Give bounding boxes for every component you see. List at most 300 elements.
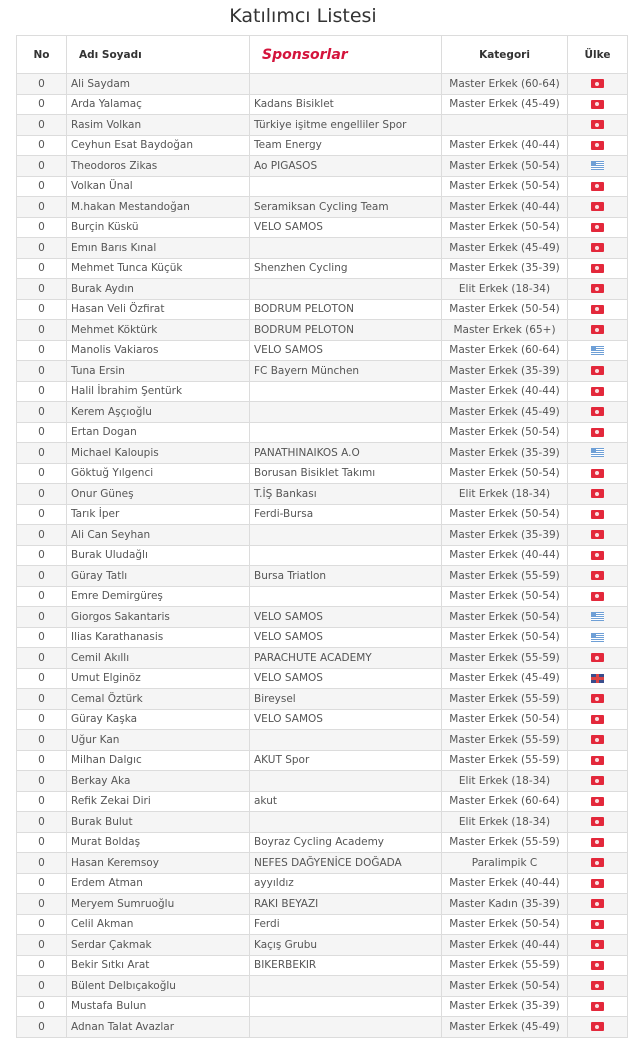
row-sponsor: akut bbox=[250, 791, 442, 812]
header-country[interactable]: Ülke bbox=[568, 36, 628, 74]
row-name: Göktuğ Yılgenci bbox=[67, 463, 250, 484]
row-country bbox=[568, 976, 628, 997]
row-category: Master Erkek (45-49) bbox=[442, 668, 568, 689]
row-no: 0 bbox=[17, 730, 67, 751]
row-sponsor bbox=[250, 730, 442, 751]
turkey-flag-icon bbox=[591, 797, 604, 806]
row-category: Master Erkek (45-49) bbox=[442, 402, 568, 423]
row-no: 0 bbox=[17, 648, 67, 669]
turkey-flag-icon bbox=[591, 1022, 604, 1031]
turkey-flag-icon bbox=[591, 469, 604, 478]
table-row[interactable] bbox=[17, 320, 628, 341]
row-no: 0 bbox=[17, 791, 67, 812]
row-no: 0 bbox=[17, 320, 67, 341]
turkey-flag-icon bbox=[591, 510, 604, 519]
table-row[interactable] bbox=[17, 873, 628, 894]
row-category: Master Erkek (50-54) bbox=[442, 627, 568, 648]
row-country bbox=[568, 894, 628, 915]
row-country bbox=[568, 258, 628, 279]
row-sponsor: Ao PIGASOS bbox=[250, 156, 442, 177]
row-category: Master Erkek (50-54) bbox=[442, 607, 568, 628]
turkey-flag-icon bbox=[591, 981, 604, 990]
row-no: 0 bbox=[17, 689, 67, 710]
row-no: 0 bbox=[17, 94, 67, 115]
table-row[interactable] bbox=[17, 750, 628, 771]
row-sponsor: VELO SAMOS bbox=[250, 709, 442, 730]
row-country bbox=[568, 156, 628, 177]
row-no: 0 bbox=[17, 217, 67, 238]
table-row[interactable] bbox=[17, 156, 628, 177]
table-row[interactable] bbox=[17, 217, 628, 238]
row-name: Cemil Akıllı bbox=[67, 648, 250, 669]
row-no: 0 bbox=[17, 74, 67, 95]
row-name: Hasan Veli Özfirat bbox=[67, 299, 250, 320]
row-name: Emre Demirgüreş bbox=[67, 586, 250, 607]
row-category: Master Kadın (35-39) bbox=[442, 894, 568, 915]
row-name: Giorgos Sakantaris bbox=[67, 607, 250, 628]
turkey-flag-icon bbox=[591, 530, 604, 539]
row-country bbox=[568, 279, 628, 300]
header-no[interactable]: No bbox=[17, 36, 67, 74]
row-no: 0 bbox=[17, 156, 67, 177]
row-sponsor: Kaçış Grubu bbox=[250, 935, 442, 956]
row-sponsor: Ferdi bbox=[250, 914, 442, 935]
row-name: Onur Güneş bbox=[67, 484, 250, 505]
row-no: 0 bbox=[17, 463, 67, 484]
row-sponsor: Türkiye işitme engelliler Spor bbox=[250, 115, 442, 136]
row-no: 0 bbox=[17, 832, 67, 853]
turkey-flag-icon bbox=[591, 879, 604, 888]
row-category: Master Erkek (55-59) bbox=[442, 730, 568, 751]
row-name: Güray Tatlı bbox=[67, 566, 250, 587]
row-no: 0 bbox=[17, 976, 67, 997]
table-row[interactable] bbox=[17, 484, 628, 505]
row-category: Elit Erkek (18-34) bbox=[442, 484, 568, 505]
row-name: Tarık İper bbox=[67, 504, 250, 525]
row-category: Master Erkek (60-64) bbox=[442, 340, 568, 361]
row-sponsor: T.İŞ Bankası bbox=[250, 484, 442, 505]
table-row[interactable] bbox=[17, 914, 628, 935]
turkey-flag-icon bbox=[591, 366, 604, 375]
greece-flag-icon bbox=[591, 346, 604, 355]
row-country bbox=[568, 627, 628, 648]
row-no: 0 bbox=[17, 238, 67, 259]
row-country bbox=[568, 135, 628, 156]
row-country bbox=[568, 750, 628, 771]
uk-flag-icon bbox=[591, 674, 604, 683]
table-row[interactable] bbox=[17, 955, 628, 976]
turkey-flag-icon bbox=[591, 694, 604, 703]
row-no: 0 bbox=[17, 484, 67, 505]
row-name: Bülent Delbıçakoğlu bbox=[67, 976, 250, 997]
row-category: Elit Erkek (18-34) bbox=[442, 279, 568, 300]
turkey-flag-icon bbox=[591, 120, 604, 129]
row-name: Burçin Küskü bbox=[67, 217, 250, 238]
turkey-flag-icon bbox=[591, 387, 604, 396]
row-name: Hasan Keremsoy bbox=[67, 853, 250, 874]
row-sponsor: Borusan Bisiklet Takımı bbox=[250, 463, 442, 484]
row-no: 0 bbox=[17, 586, 67, 607]
row-category: Master Erkek (40-44) bbox=[442, 873, 568, 894]
row-sponsor bbox=[250, 586, 442, 607]
row-country bbox=[568, 94, 628, 115]
row-sponsor: VELO SAMOS bbox=[250, 627, 442, 648]
greece-flag-icon bbox=[591, 161, 604, 170]
turkey-flag-icon bbox=[591, 100, 604, 109]
greece-flag-icon bbox=[591, 448, 604, 457]
table-row[interactable] bbox=[17, 853, 628, 874]
row-category: Master Erkek (45-49) bbox=[442, 238, 568, 259]
header-category[interactable]: Kategori bbox=[442, 36, 568, 74]
row-name: Ertan Dogan bbox=[67, 422, 250, 443]
row-category: Master Erkek (50-54) bbox=[442, 709, 568, 730]
row-country bbox=[568, 955, 628, 976]
row-country bbox=[568, 361, 628, 382]
row-name: Umut Elginöz bbox=[67, 668, 250, 689]
row-country bbox=[568, 812, 628, 833]
row-no: 0 bbox=[17, 996, 67, 1017]
turkey-flag-icon bbox=[591, 817, 604, 826]
row-no: 0 bbox=[17, 853, 67, 874]
row-sponsor: BIKERBEKIR bbox=[250, 955, 442, 976]
row-name: Ceyhun Esat Baydoğan bbox=[67, 135, 250, 156]
row-country bbox=[568, 853, 628, 874]
row-category: Master Erkek (40-44) bbox=[442, 135, 568, 156]
row-category: Master Erkek (50-54) bbox=[442, 504, 568, 525]
row-name: Michael Kaloupis bbox=[67, 443, 250, 464]
turkey-flag-icon bbox=[591, 428, 604, 437]
table-row[interactable] bbox=[17, 812, 628, 833]
row-no: 0 bbox=[17, 381, 67, 402]
row-name: Ali Saydam bbox=[67, 74, 250, 95]
greece-flag-icon bbox=[591, 633, 604, 642]
turkey-flag-icon bbox=[591, 1002, 604, 1011]
table-row[interactable] bbox=[17, 443, 628, 464]
table-row[interactable] bbox=[17, 791, 628, 812]
row-category: Master Erkek (50-54) bbox=[442, 156, 568, 177]
row-name: Bekir Sıtkı Arat bbox=[67, 955, 250, 976]
turkey-flag-icon bbox=[591, 571, 604, 580]
row-country bbox=[568, 525, 628, 546]
row-no: 0 bbox=[17, 258, 67, 279]
table-row[interactable] bbox=[17, 894, 628, 915]
row-category: Master Erkek (50-54) bbox=[442, 176, 568, 197]
row-category: Master Erkek (50-54) bbox=[442, 463, 568, 484]
row-name: Murat Boldaş bbox=[67, 832, 250, 853]
row-name: Halil İbrahim Şentürk bbox=[67, 381, 250, 402]
table-row[interactable] bbox=[17, 771, 628, 792]
turkey-flag-icon bbox=[591, 264, 604, 273]
row-name: Emın Barıs Kınal bbox=[67, 238, 250, 259]
row-no: 0 bbox=[17, 935, 67, 956]
row-category: Master Erkek (55-59) bbox=[442, 566, 568, 587]
row-category: Master Erkek (60-64) bbox=[442, 791, 568, 812]
table-row[interactable] bbox=[17, 648, 628, 669]
row-category: Master Erkek (50-54) bbox=[442, 586, 568, 607]
header-sponsor[interactable] bbox=[250, 36, 442, 74]
row-name: Arda Yalamaç bbox=[67, 94, 250, 115]
turkey-flag-icon bbox=[591, 838, 604, 847]
table-row[interactable] bbox=[17, 402, 628, 423]
row-no: 0 bbox=[17, 750, 67, 771]
row-no: 0 bbox=[17, 299, 67, 320]
table-row[interactable] bbox=[17, 832, 628, 853]
row-category: Master Erkek (40-44) bbox=[442, 381, 568, 402]
row-sponsor: VELO SAMOS bbox=[250, 217, 442, 238]
row-sponsor: Bursa Triatlon bbox=[250, 566, 442, 587]
table-row[interactable] bbox=[17, 94, 628, 115]
turkey-flag-icon bbox=[591, 489, 604, 498]
turkey-flag-icon bbox=[591, 407, 604, 416]
row-sponsor bbox=[250, 381, 442, 402]
row-category: Master Erkek (55-59) bbox=[442, 750, 568, 771]
row-name: Meryem Sumruoğlu bbox=[67, 894, 250, 915]
table-row[interactable] bbox=[17, 74, 628, 95]
table-row[interactable] bbox=[17, 996, 628, 1017]
row-country bbox=[568, 484, 628, 505]
row-name: Ilias Karathanasis bbox=[67, 627, 250, 648]
turkey-flag-icon bbox=[591, 756, 604, 765]
row-country bbox=[568, 340, 628, 361]
row-name: Mustafa Bulun bbox=[67, 996, 250, 1017]
table-row[interactable] bbox=[17, 627, 628, 648]
row-no: 0 bbox=[17, 115, 67, 136]
row-country bbox=[568, 709, 628, 730]
row-category: Master Erkek (50-54) bbox=[442, 299, 568, 320]
table-row[interactable] bbox=[17, 340, 628, 361]
turkey-flag-icon bbox=[591, 735, 604, 744]
row-category: Master Erkek (35-39) bbox=[442, 361, 568, 382]
row-sponsor: ayyıldız bbox=[250, 873, 442, 894]
turkey-flag-icon bbox=[591, 79, 604, 88]
row-category: Master Erkek (50-54) bbox=[442, 217, 568, 238]
row-name: Manolis Vakiaros bbox=[67, 340, 250, 361]
table-row[interactable] bbox=[17, 976, 628, 997]
row-country bbox=[568, 320, 628, 341]
row-sponsor bbox=[250, 238, 442, 259]
turkey-flag-icon bbox=[591, 776, 604, 785]
row-sponsor: Bireysel bbox=[250, 689, 442, 710]
row-no: 0 bbox=[17, 135, 67, 156]
row-country bbox=[568, 74, 628, 95]
row-no: 0 bbox=[17, 914, 67, 935]
turkey-flag-icon bbox=[591, 899, 604, 908]
row-name: Burak Aydın bbox=[67, 279, 250, 300]
table-row[interactable] bbox=[17, 566, 628, 587]
row-name: Milhan Dalgıc bbox=[67, 750, 250, 771]
table-header-row bbox=[17, 36, 628, 74]
row-no: 0 bbox=[17, 812, 67, 833]
row-country bbox=[568, 771, 628, 792]
table-row[interactable] bbox=[17, 238, 628, 259]
row-sponsor: Boyraz Cycling Academy bbox=[250, 832, 442, 853]
table-row[interactable] bbox=[17, 586, 628, 607]
row-name: Rasim Volkan bbox=[67, 115, 250, 136]
table-row[interactable] bbox=[17, 463, 628, 484]
table-row[interactable] bbox=[17, 135, 628, 156]
row-no: 0 bbox=[17, 894, 67, 915]
table-row[interactable] bbox=[17, 730, 628, 751]
row-sponsor bbox=[250, 422, 442, 443]
row-category: Paralimpik C bbox=[442, 853, 568, 874]
row-country bbox=[568, 996, 628, 1017]
row-sponsor: NEFES DAĞYENİCE DOĞADA bbox=[250, 853, 442, 874]
row-country bbox=[568, 402, 628, 423]
row-no: 0 bbox=[17, 771, 67, 792]
row-no: 0 bbox=[17, 443, 67, 464]
row-category: Elit Erkek (18-34) bbox=[442, 771, 568, 792]
row-name: Serdar Çakmak bbox=[67, 935, 250, 956]
row-category: Master Erkek (40-44) bbox=[442, 935, 568, 956]
table-row[interactable] bbox=[17, 504, 628, 525]
row-sponsor: Ferdi-Bursa bbox=[250, 504, 442, 525]
table-row[interactable] bbox=[17, 545, 628, 566]
row-country bbox=[568, 176, 628, 197]
row-no: 0 bbox=[17, 955, 67, 976]
row-name: Adnan Talat Avazlar bbox=[67, 1017, 250, 1038]
row-country bbox=[568, 217, 628, 238]
row-no: 0 bbox=[17, 504, 67, 525]
header-name[interactable]: Adı Soyadı bbox=[67, 36, 250, 74]
row-sponsor: FC Bayern München bbox=[250, 361, 442, 382]
row-sponsor bbox=[250, 176, 442, 197]
table-row[interactable] bbox=[17, 115, 628, 136]
row-no: 0 bbox=[17, 668, 67, 689]
row-sponsor: Shenzhen Cycling bbox=[250, 258, 442, 279]
row-sponsor: BODRUM PELOTON bbox=[250, 299, 442, 320]
row-sponsor bbox=[250, 279, 442, 300]
row-country bbox=[568, 1017, 628, 1038]
row-category bbox=[442, 115, 568, 136]
row-country bbox=[568, 730, 628, 751]
row-country bbox=[568, 381, 628, 402]
turkey-flag-icon bbox=[591, 653, 604, 662]
table-row[interactable] bbox=[17, 525, 628, 546]
row-category: Master Erkek (65+) bbox=[442, 320, 568, 341]
table-row[interactable] bbox=[17, 279, 628, 300]
row-no: 0 bbox=[17, 402, 67, 423]
row-name: Erdem Atman bbox=[67, 873, 250, 894]
row-category: Master Erkek (45-49) bbox=[442, 1017, 568, 1038]
table-row[interactable] bbox=[17, 197, 628, 218]
row-country bbox=[568, 648, 628, 669]
row-country bbox=[568, 197, 628, 218]
row-country bbox=[568, 299, 628, 320]
row-country bbox=[568, 668, 628, 689]
row-sponsor bbox=[250, 545, 442, 566]
row-category: Master Erkek (55-59) bbox=[442, 832, 568, 853]
row-sponsor bbox=[250, 1017, 442, 1038]
turkey-flag-icon bbox=[591, 243, 604, 252]
row-no: 0 bbox=[17, 422, 67, 443]
row-sponsor bbox=[250, 812, 442, 833]
table-row[interactable] bbox=[17, 709, 628, 730]
turkey-flag-icon bbox=[591, 592, 604, 601]
row-sponsor: VELO SAMOS bbox=[250, 668, 442, 689]
row-country bbox=[568, 935, 628, 956]
row-name: Refik Zekai Diri bbox=[67, 791, 250, 812]
row-sponsor bbox=[250, 402, 442, 423]
row-country bbox=[568, 504, 628, 525]
row-name: Berkay Aka bbox=[67, 771, 250, 792]
row-category: Master Erkek (50-54) bbox=[442, 976, 568, 997]
table-row[interactable] bbox=[17, 422, 628, 443]
row-category: Master Erkek (50-54) bbox=[442, 914, 568, 935]
row-country bbox=[568, 832, 628, 853]
row-country bbox=[568, 914, 628, 935]
turkey-flag-icon bbox=[591, 202, 604, 211]
row-sponsor bbox=[250, 525, 442, 546]
turkey-flag-icon bbox=[591, 940, 604, 949]
table-row[interactable] bbox=[17, 607, 628, 628]
row-sponsor: AKUT Spor bbox=[250, 750, 442, 771]
row-name: Celil Akman bbox=[67, 914, 250, 935]
row-sponsor: PARACHUTE ACADEMY bbox=[250, 648, 442, 669]
row-no: 0 bbox=[17, 1017, 67, 1038]
row-category: Master Erkek (55-59) bbox=[442, 648, 568, 669]
row-sponsor: RAKI BEYAZI bbox=[250, 894, 442, 915]
row-sponsor: Kadans Bisiklet bbox=[250, 94, 442, 115]
row-no: 0 bbox=[17, 566, 67, 587]
row-category: Master Erkek (35-39) bbox=[442, 525, 568, 546]
table-row[interactable] bbox=[17, 668, 628, 689]
row-category: Master Erkek (35-39) bbox=[442, 996, 568, 1017]
row-country bbox=[568, 607, 628, 628]
table-row[interactable] bbox=[17, 381, 628, 402]
table-row[interactable] bbox=[17, 176, 628, 197]
row-sponsor: PANATHINAIKOS A.O bbox=[250, 443, 442, 464]
turkey-flag-icon bbox=[591, 223, 604, 232]
greece-flag-icon bbox=[591, 612, 604, 621]
row-country bbox=[568, 689, 628, 710]
table-row[interactable] bbox=[17, 1017, 628, 1038]
row-name: Mehmet Tunca Küçük bbox=[67, 258, 250, 279]
row-category: Master Erkek (35-39) bbox=[442, 443, 568, 464]
row-category: Master Erkek (55-59) bbox=[442, 689, 568, 710]
row-country bbox=[568, 463, 628, 484]
sponsor-heading-logo: Sponsorlar bbox=[262, 46, 348, 63]
turkey-flag-icon bbox=[591, 858, 604, 867]
row-category: Master Erkek (35-39) bbox=[442, 258, 568, 279]
row-country bbox=[568, 238, 628, 259]
turkey-flag-icon bbox=[591, 961, 604, 970]
row-country bbox=[568, 586, 628, 607]
table-row[interactable] bbox=[17, 689, 628, 710]
table-row[interactable] bbox=[17, 258, 628, 279]
row-no: 0 bbox=[17, 607, 67, 628]
row-country bbox=[568, 443, 628, 464]
row-category: Master Erkek (40-44) bbox=[442, 197, 568, 218]
row-sponsor: BODRUM PELOTON bbox=[250, 320, 442, 341]
row-name: M.hakan Mestandoğan bbox=[67, 197, 250, 218]
row-name: Ali Can Seyhan bbox=[67, 525, 250, 546]
table-row[interactable] bbox=[17, 361, 628, 382]
table-row[interactable] bbox=[17, 935, 628, 956]
row-category: Master Erkek (50-54) bbox=[442, 422, 568, 443]
turkey-flag-icon bbox=[591, 305, 604, 314]
row-no: 0 bbox=[17, 340, 67, 361]
table-row[interactable] bbox=[17, 299, 628, 320]
row-no: 0 bbox=[17, 545, 67, 566]
row-sponsor: Seramiksan Cycling Team bbox=[250, 197, 442, 218]
row-name: Güray Kaşka bbox=[67, 709, 250, 730]
row-country bbox=[568, 115, 628, 136]
row-country bbox=[568, 566, 628, 587]
row-no: 0 bbox=[17, 873, 67, 894]
turkey-flag-icon bbox=[591, 284, 604, 293]
row-sponsor bbox=[250, 996, 442, 1017]
turkey-flag-icon bbox=[591, 920, 604, 929]
